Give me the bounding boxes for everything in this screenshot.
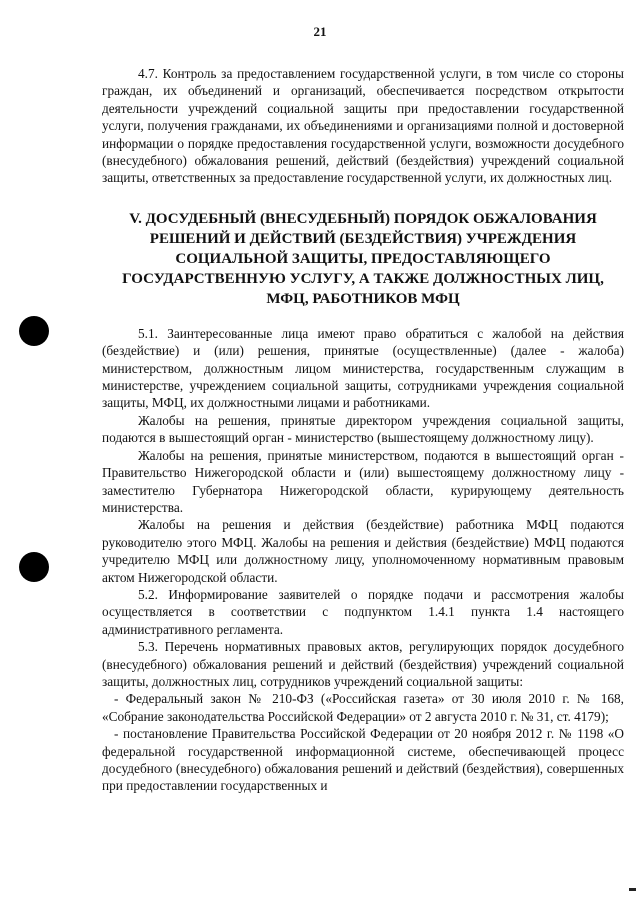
list-item-government-decree: - постановление Правительства Российской Федерации от 20 ноября 2012 г. № 1198 «О федеральной государственной информационной системе, обеспечивающей процесс досудебного (внесудебного) обжалования решений и действий (бездействия), совершенных при предоставлении государственных и — [102, 726, 624, 794]
paragraph-5-3: 5.3. Перечень нормативных правовых актов, регулирующих порядок досудебного (внесудебного) обжалования решений и действий (бездействия) учреждений социальной защиты, должностных лиц, сотрудников учреждений социальной защиты: — [102, 639, 624, 689]
paragraph-complaints-mfc: Жалобы на решения и действия (бездействие) работника МФЦ подаются руководителю этого МФЦ. Жалобы на решения и действия (бездействие) МФЦ подаются учредителю МФЦ или должностному лицу, уполномоченному нормативным правовым актом Нижегородской области. — [102, 517, 624, 585]
paragraph-4-7: 4.7. Контроль за предоставлением государственной услуги, в том числе со стороны граждан, их объединений и организаций, обеспечивается посредством открытости деятельности учреждений социальной защиты при предоставлении государственной услуги, получения гражданами, их объединениями и организациями полной и достоверной информации о порядке предоставления государственной услуги, возможности досудебного (внесудебного) обжалования решений, действий (бездействия) учреждений социальной защиты, ответственных за предоставление государственной услуги, их должностных лиц. — [102, 66, 624, 186]
list-item-federal-law: - Федеральный закон № 210-ФЗ («Российская газета» от 30 июля 2010 г. № 168, «Собрание законодательства Российской Федерации» от 2 августа 2010 г. № 31, ст. 4179); — [102, 691, 624, 724]
scan-edge-mark — [629, 888, 636, 891]
document-body — [102, 65, 624, 795]
binder-hole-bottom — [19, 552, 49, 582]
paragraph-5-2: 5.2. Информирование заявителей о порядке подачи и рассмотрения жалобы осуществляется в соответствии с подпунктом 1.4.1 пункта 1.4 настоящего административного регламента. — [102, 586, 624, 637]
binder-hole-top — [19, 316, 49, 346]
page-number: 21 — [313, 24, 327, 39]
paragraph-complaints-director: Жалобы на решения, принятые директором учреждения социальной защиты, подаются в вышестоящий орган - министерство (вышестоящему должностному лицу). — [102, 412, 624, 446]
section-title: V. ДОСУДЕБНЫЙ (ВНЕСУДЕБНЫЙ) ПОРЯДОК ОБЖАЛОВАНИЯ РЕШЕНИЙ И ДЕЙСТВИЙ (БЕЗДЕЙСТВИЯ) УЧРЕЖДЕНИЯ СОЦИАЛЬНОЙ ЗАЩИТЫ, ПРЕДОСТАВЛЯЮЩЕГО ГОСУДАРСТВЕННУЮ УСЛУГУ, А ТАКЖЕ ДОЛЖНОСТНЫХ ЛИЦ, МФЦ, РАБОТНИКОВ МФЦ — [122, 210, 604, 307]
paragraph-complaints-ministry: Жалобы на решения, принятые министерством, подаются в вышестоящий орган - Правительство Нижегородской области и (или) вышестоящему должностному лицу - заместителю Губернатора Нижегородской области, курирующему деятельность министерства. — [102, 447, 624, 515]
paragraph-5-1: 5.1. Заинтересованные лица имеют право обратиться с жалобой на действия (бездействие) и (или) решения, принятые (осуществленные) (далее - жалоба) министерством, должностным лицом министерства, государственным служащим в министерстве, учреждением социальной защиты, сотрудниками учреждения социальной защиты, МФЦ, их должностными лицами и работниками. — [102, 325, 624, 411]
